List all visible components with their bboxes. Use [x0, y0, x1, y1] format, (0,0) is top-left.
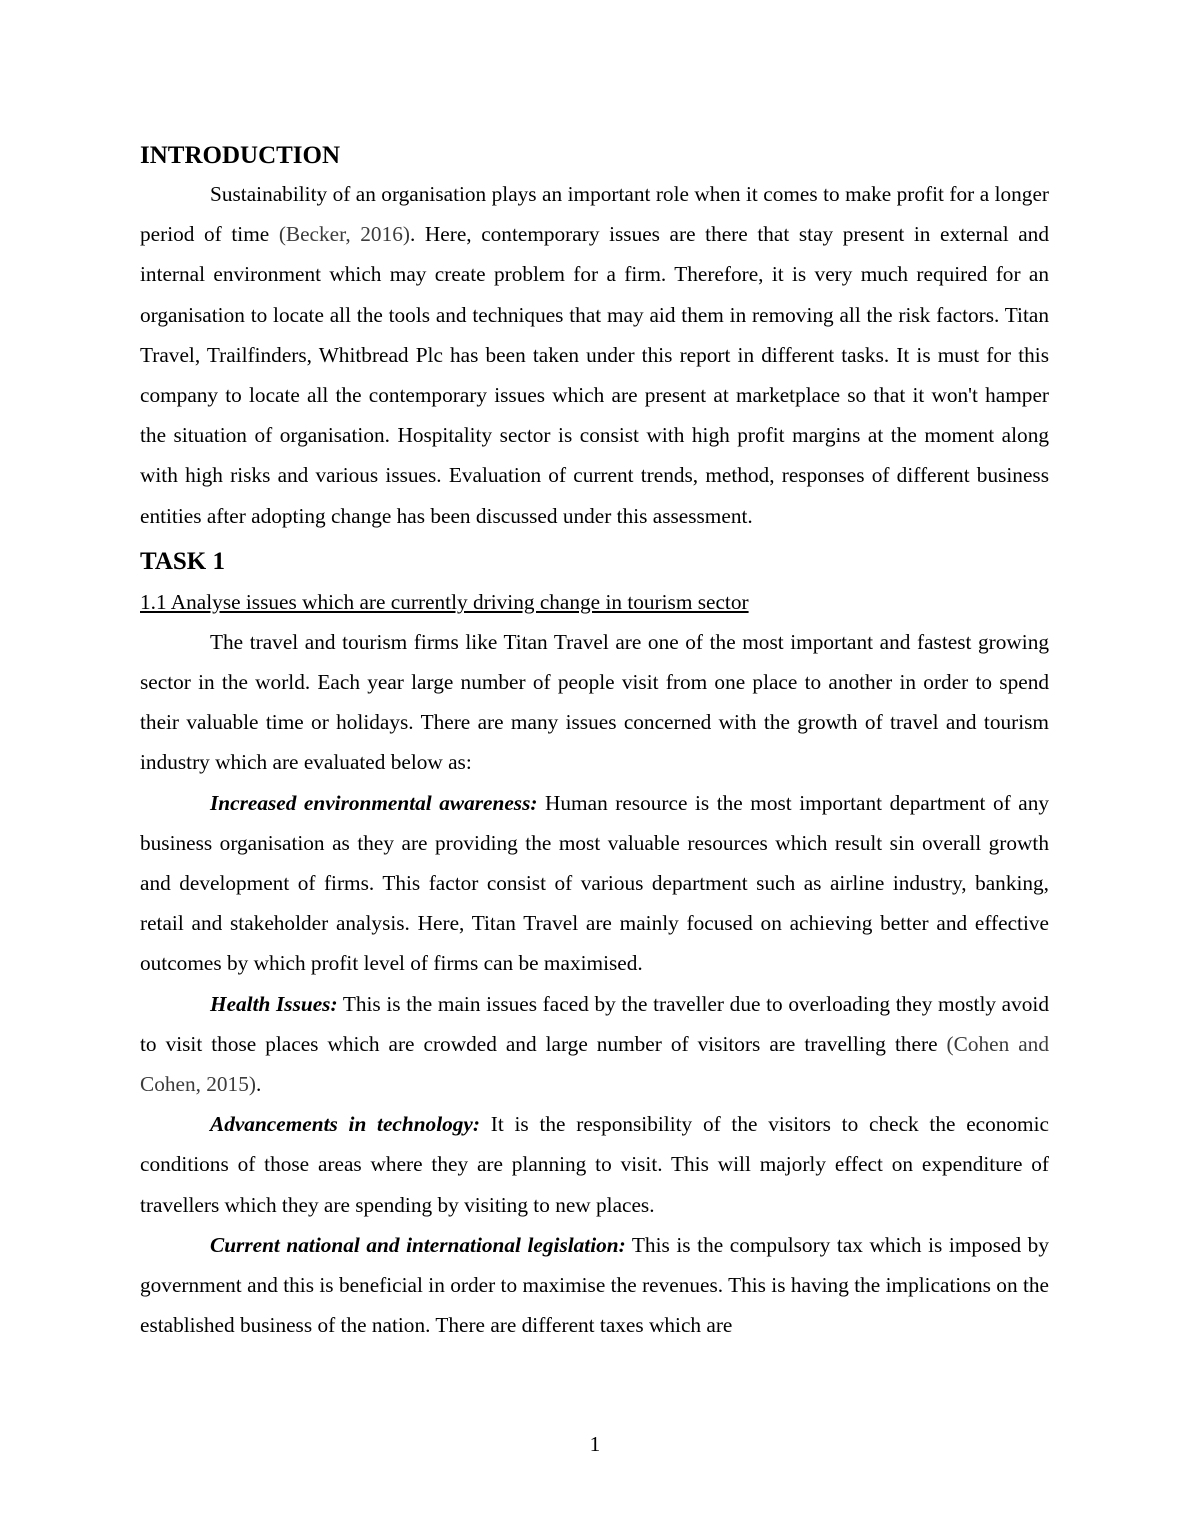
health-issues-paragraph: [140, 984, 1049, 1105]
intro-text-rest: . Here, contemporary issues are there that stay present in external and internal environment which may create problem for a firm. Therefore, it is very much required for an organisation to locate all the tools and techniques that may aid them in removing all the risk factors. Titan Travel, Trailfinders, Whitbread Plc has been taken under this report in different tasks. It is must for this company to locate all the contemporary issues which are present at marketplace so that it won't hamper the situation of organisation. Hospitality sector is consist with high profit margins at the moment along with high risks and various issues. Evaluation of current trends, method, responses of different business entities after adopting change has been discussed under this assessment.: [140, 222, 1049, 528]
legislation-text: This is the compulsory tax which is imposed by government and this is beneficial in order to maximise the revenues. This is having the implications on the established business of the nation. There are different taxes which are: [140, 1232, 1049, 1338]
technology-term: Advancements in technology:: [210, 1112, 480, 1137]
task1-intro-paragraph: The travel and tourism firms like Titan Travel are one of the most important and fastest growing sector in the world. Each year large number of people visit from one place to another in order to spend their valuable time or holidays. There are many issues concerned with the growth of travel and tourism industry which are evaluated below as:: [140, 629, 1049, 775]
health-issues-end: .: [255, 1072, 262, 1097]
environmental-awareness-term: Increased environmental awareness:: [210, 790, 538, 815]
technology-text: It is the responsibility of the visitors to check the economic conditions of those areas where they are planning to visit. This will majorly effect on expenditure of travellers which they are spending by visiting to new places.: [140, 1112, 1049, 1217]
section-1-1-subheading: 1.1 Analyse issues which are currently driving change in tourism sector: [140, 589, 749, 614]
page-number: 1: [589, 1432, 601, 1456]
health-issues-text: This is the main issues faced by the traveller due to overloading they mostly avoid to visit those places which are crowded and large number of visitors are travelling there: [140, 991, 1049, 1056]
introduction-paragraph: [140, 174, 1049, 536]
citation-cohen: (Cohen and Cohen, 2015): [140, 1031, 1049, 1097]
technology-paragraph: [140, 1104, 1049, 1225]
environmental-awareness-paragraph: [140, 783, 1049, 984]
legislation-paragraph: [140, 1225, 1049, 1346]
document-page: [140, 138, 1049, 1345]
introduction-heading: INTRODUCTION: [140, 142, 341, 169]
citation-becker: (Becker, 2016): [278, 222, 410, 247]
intro-text-start: Sustainability of an organisation plays an important role when it comes to make profit for a longer period of time: [140, 182, 1049, 247]
task1-heading: TASK 1: [140, 547, 225, 575]
environmental-awareness-text: Human resource is the most important department of any business organisation as they are providing the most valuable resources which result sin overall growth and development of firms. This factor consist of various department such as airline industry, banking, retail and stakeholder analysis. Here, Titan Travel are mainly focused on achieving better and effective outcomes by which profit level of firms can be maximised.: [140, 790, 1049, 976]
legislation-term: Current national and international legislation:: [210, 1232, 626, 1257]
health-issues-term: Health Issues:: [210, 991, 338, 1016]
